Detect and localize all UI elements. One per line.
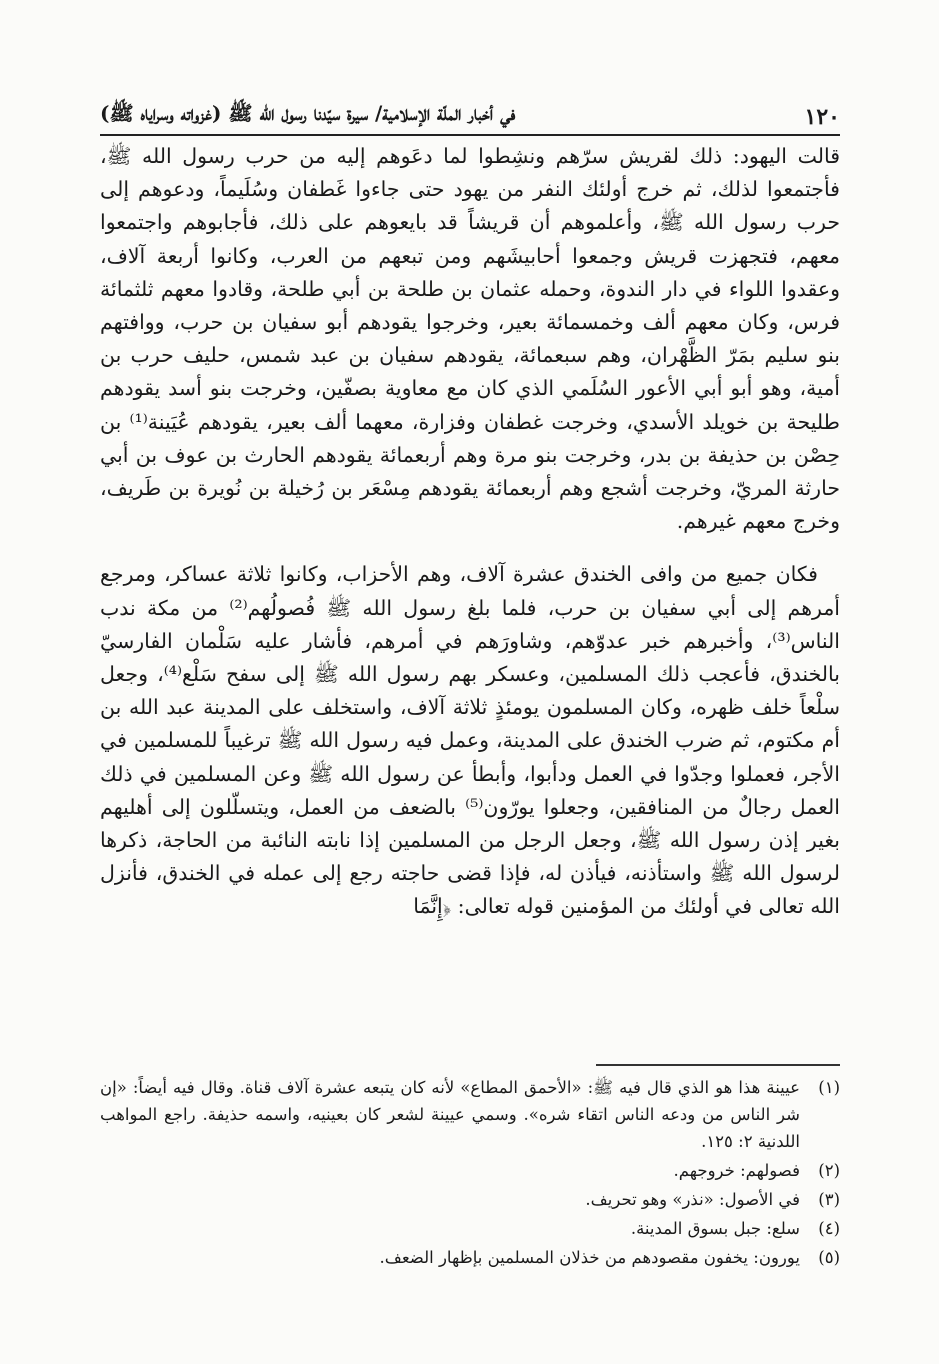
page-number: ١٢٠ <box>804 104 840 130</box>
footnote-number: (٢) <box>818 1161 840 1180</box>
footnote-text: عيينة هذا هو الذي قال فيه ﷺ: «الأحمق المطاع» لأنه كان يتبعه عشرة آلاف قناة. وقال فيه أيضاً: «إن شر الناس من ودعه الناس اتقاء شره». وسمي عيينة لشعر كان بعينيه، واسمه حذيفة. راجع المواهب اللدنية ٢: ١٢٥. <box>100 1078 800 1151</box>
main-text <box>100 140 840 924</box>
footnote <box>100 1074 840 1155</box>
footnote-number: (٥) <box>818 1248 840 1267</box>
footnote-text: يورون: يخفون مقصودهم من خذلان المسلمين بإظهار الضعف. <box>379 1248 800 1267</box>
footnote-number: (٤) <box>818 1219 840 1238</box>
footnotes <box>100 1074 840 1273</box>
footnote-text: سلع: جبل بسوق المدينة. <box>630 1219 800 1238</box>
page-header <box>100 90 840 136</box>
footnote-divider <box>596 1064 840 1066</box>
footnote-number: (٣) <box>818 1190 840 1209</box>
paragraph: قالت اليهود: ذلك لقريش سرّهم ونشِطوا لما دعَوهم إليه من حرب رسول الله ﷺ، فأجتمعوا لذلك، ثم خرج أولئك النفر من يهود حتى جاءوا غَطفان وسُلَيماً، ودعوهم إلى حرب رسول الله ﷺ، وأعلموهم أن قريشاً قد بايعوهم على ذلك، فأجابوهم واجتمعوا معهم، فتجهزت قريش وجمعوا أحابيشَهم ومن تبعهم من العرب، وكانوا أربعة آلاف، وعقدوا اللواء في دار الندوة، وحمله عثمان بن طلحة بن أبي طلحة، وقادوا معهم ثلثمائة فرس، وكان معهم ألف وخمسمائة بعير، وخرجوا يقودهم أبو سفيان بن حرب، ووافتهم بنو سليم بمَرّ الظَّهْران، وهم سبعمائة، يقودهم سفيان بن عبد شمس، حليف حرب بن أمية، وهو أبو أبي الأعور السُلَمي الذي كان مع معاوية بصفّين، وخرجت بنو أسد يقودهم طليحة بن خويلد الأسدي، وخرجت غطفان وفزارة، معهما ألف بعير، يقودهم عُيَينة⁽¹⁾ بن حِصْن بن حذيفة بن بدر، وخرجت بنو مرة وهم أربعمائة يقودهم الحارث بن عوف بن أبي حارثة المريّ، وخرجت أشجع وهم أربعمائة يقودهم مِسْعَر بن رُخيلة بن نُويرة بن طَريف، وخرج معهم غيرهم. <box>100 144 840 534</box>
footnote-text: في الأصول: «نذر» وهو تحريف. <box>585 1190 800 1209</box>
footnote <box>100 1186 840 1213</box>
footnote-number: (١) <box>818 1078 840 1097</box>
footnote <box>100 1244 840 1271</box>
footnote <box>100 1215 840 1242</box>
running-title: في أخبار الملّة الإسلامية/ سيرة سيّدنا رسول الله ﷺ (غزواته وسراياه ﷺ) <box>100 101 516 125</box>
paragraph: فكان جميع من وافى الخندق عشرة آلاف، وهم الأحزاب، وكانوا ثلاثة عساكر، ومرجع أمرهم إلى أبي سفيان بن حرب، فلما بلغ رسول الله ﷺ فُصولُهم⁽²⁾ من مكة ندب الناس⁽³⁾، وأخبرهم خبر عدوّهم، وشاورَهم في أمرهم، فأشار عليه سَلْمان الفارسيّ بالخندق، فأعجب ذلك المسلمين، وعسكر بهم رسول الله ﷺ إلى سفح سَلْع⁽⁴⁾، وجعل سلْعاً خلف ظهره، وكان المسلمون يومئذٍ ثلاثة آلاف، واستخلف على المدينة عبد الله بن أم مكتوم، ثم ضرب الخندق على المدينة، وعمل فيه رسول الله ﷺ ترغيباً للمسلمين في الأجر، فعملوا وجدّوا في العمل ودأبوا، وأبطأ عن رسول الله ﷺ وعن المسلمين في ذلك العمل رجالٌ من المنافقين، وجعلوا يورّون⁽⁵⁾ بالضعف من العمل، ويتسلّلون إلى أهليهم بغير إذن رسول الله ﷺ، وجعل الرجل من المسلمين إذا نابته النائبة من الحاجة، ذكرها لرسول الله ﷺ واستأذنه، فيأذن له، فإذا قضى حاجته رجع إلى عمله في الخندق، فأنزل الله تعالى في أولئك من المؤمنين قوله تعالى: ﴿إِنَّمَا <box>100 562 841 919</box>
footnote <box>100 1157 840 1184</box>
footnote-text: فصولهم: خروجهم. <box>673 1161 800 1180</box>
